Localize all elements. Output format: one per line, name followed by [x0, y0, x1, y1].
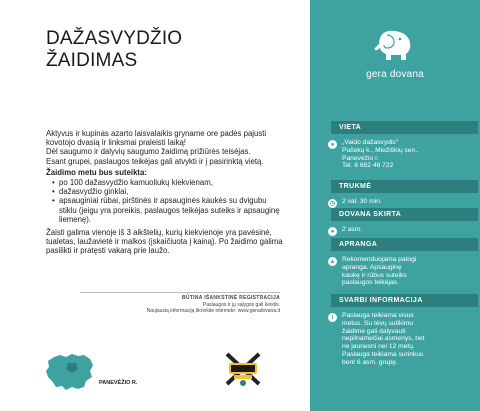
- section-heading: APRANGA: [326, 238, 478, 251]
- duration-row: [326, 198, 478, 208]
- info-line: žaidime gali dalyvauti: [342, 327, 406, 335]
- list-item: • dažasvydžio ginklai,: [52, 187, 286, 196]
- list-item: • apsauginiai rūbai, pirštinės ir apsauginės kaukės su dvigubu stiklu (jeigu yra poreikis, paslaugos teikėjas suteiks ir apsauginę liemenę).: [52, 196, 286, 224]
- info-line: metus. Su tėvų sutikimu: [342, 319, 413, 327]
- registration-line-1: Paslaugos ir jų sąlygos gali keistis.: [203, 302, 280, 309]
- registration-note: [80, 292, 280, 315]
- section-heading: VIETA: [326, 121, 478, 134]
- clock-icon: ◷: [329, 200, 336, 207]
- registration-title: BŪTINA IŠANKSTINĖ REGISTRACIJA: [80, 292, 280, 301]
- intro-paragraph-2: Dėl saugumo ir dalyvių saugumo žaidimą prižiūrės teisėjas.: [46, 147, 251, 157]
- info-line: bent 6 asm. grupę.: [342, 358, 398, 366]
- page-title: [46, 28, 182, 72]
- clothing-row: [326, 256, 478, 287]
- map-pin-icon: ●: [328, 140, 337, 149]
- section-heading: SVARBI INFORMACIJA: [326, 294, 478, 307]
- audience-row: [326, 226, 478, 236]
- description: [46, 129, 286, 256]
- location-name: „Vaido dažasvydis": [342, 139, 399, 146]
- info-line: nepilnamečiai asmenys, bet: [342, 335, 425, 343]
- location-district: Panevėžio r.: [342, 154, 379, 162]
- provider-logo: [223, 350, 263, 390]
- important-info-section: [326, 294, 478, 367]
- person-icon: ●: [328, 227, 337, 236]
- location-phone[interactable]: Tel. 8 682 46 722: [342, 162, 394, 170]
- brand: [310, 30, 480, 80]
- section-heading: DOVANA SKIRTA: [326, 208, 478, 221]
- info-sidebar: [310, 0, 480, 411]
- lithuania-map-icon: [44, 351, 96, 398]
- location-row: [326, 139, 478, 170]
- important-info-row: [326, 312, 478, 367]
- audience-value: 2 asm.: [342, 226, 363, 233]
- includes-heading: Žaidimo metu bus suteikta:: [46, 167, 147, 177]
- intro-paragraph-3: Esant grupei, paslaugos teikėjas gali atvykti ir į pasirinktą vietą.: [46, 156, 264, 166]
- info-line: Paslauga teikiama visus: [342, 312, 414, 319]
- list-item: • po 100 dažasvydžio kamuoliukų kiekvienam,: [52, 178, 286, 187]
- brand-name: gera dovana: [366, 69, 424, 80]
- elephant-logo-icon: [373, 30, 417, 62]
- clothing-text: [342, 256, 416, 287]
- region-label: PANEVĖŽIO R.: [99, 380, 138, 386]
- title-line-2: ŽAIDIMAS: [46, 50, 138, 71]
- clothing-line: apranga. Apsauginę: [342, 263, 402, 271]
- audience-section: [326, 208, 478, 236]
- intro-paragraph-1: Aktyvus ir kupinas azarto laisvalaikis gryname ore padės pajusti kovotojo dvasią ir linksmai praleisti laiką!: [46, 129, 267, 148]
- info-line: Paslauga teikiama surinkus: [342, 350, 424, 358]
- registration-line-2: Naujausią informaciją tikrinkite internete: www.geradovana.lt: [146, 308, 280, 315]
- important-info-text: [342, 312, 425, 367]
- hanger-icon: ▲: [329, 258, 336, 265]
- duration-section: [326, 180, 478, 208]
- clothing-line: Rekomenduojama patogi: [342, 256, 417, 263]
- clothing-section: [326, 238, 478, 287]
- outro-paragraph: Žaisti galima vienoje iš 3 aikštelių, kurių kiekvienoje yra pavėsinė, tualetas, laužavietė ir malkos (įskaičiuota į kainą). Po žaidimo galima pasilikti ir pratęsti vakarą prie laužo.: [46, 228, 283, 256]
- clothing-line: kaukę ir rūbus suteiks: [342, 271, 407, 279]
- section-heading: TRUKMĖ: [326, 180, 478, 193]
- location-address: Pučekų k., Miežiškių sen.,: [342, 146, 419, 154]
- info-icon: i: [328, 313, 337, 322]
- clothing-line: paslaugos teikėjas.: [342, 279, 399, 287]
- includes-list: [52, 178, 286, 224]
- location-section: [326, 121, 478, 170]
- title-line-1: DAŽASVYDŽIO: [46, 28, 183, 49]
- duration-value: 2 val. 30 min.: [342, 198, 382, 205]
- info-line: ne jaunesni nei 12 metų.: [342, 343, 415, 351]
- location-text: [342, 139, 419, 170]
